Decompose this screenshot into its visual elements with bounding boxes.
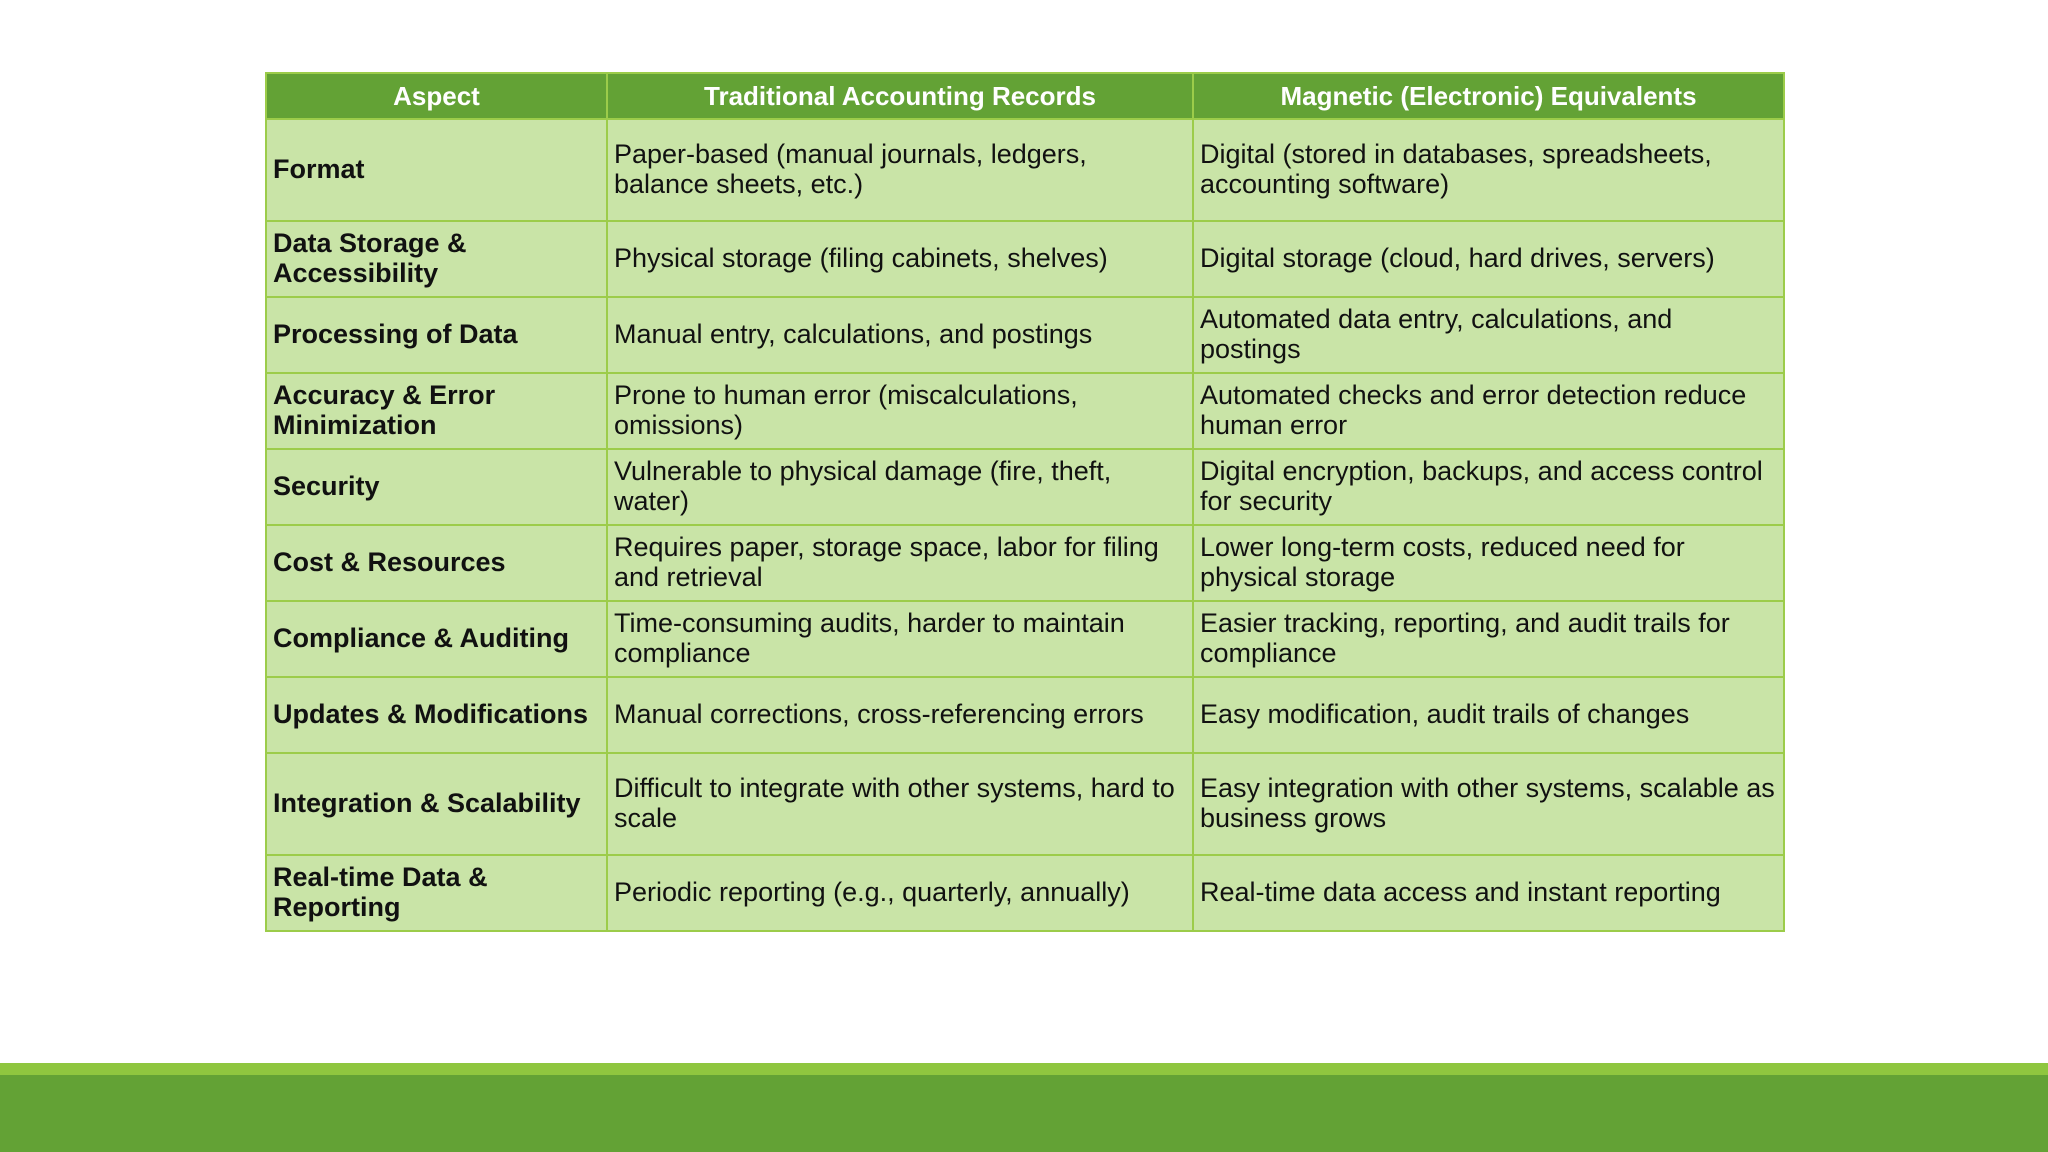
aspect-cell: Security [266,449,607,525]
table-row [266,373,1784,449]
table-row [266,119,1784,221]
electronic-cell: Easy integration with other systems, scalable as business grows [1193,753,1784,855]
table-row [266,601,1784,677]
traditional-cell: Prone to human error (miscalculations, omissions) [607,373,1193,449]
footer-accent-bar [0,1063,2048,1075]
traditional-cell: Difficult to integrate with other systems, hard to scale [607,753,1193,855]
header-aspect: Aspect [266,73,607,119]
aspect-cell: Compliance & Auditing [266,601,607,677]
aspect-cell: Data Storage & Accessibility [266,221,607,297]
table-header-row [266,73,1784,119]
traditional-cell: Requires paper, storage space, labor for filing and retrieval [607,525,1193,601]
traditional-cell: Time-consuming audits, harder to maintain compliance [607,601,1193,677]
electronic-cell: Automated checks and error detection reduce human error [1193,373,1784,449]
traditional-cell: Paper-based (manual journals, ledgers, balance sheets, etc.) [607,119,1193,221]
table-row [266,449,1784,525]
aspect-cell: Processing of Data [266,297,607,373]
traditional-cell: Manual entry, calculations, and postings [607,297,1193,373]
footer-bar [0,1075,2048,1152]
traditional-cell: Vulnerable to physical damage (fire, theft, water) [607,449,1193,525]
traditional-cell: Physical storage (filing cabinets, shelves) [607,221,1193,297]
table-row [266,677,1784,753]
electronic-cell: Real-time data access and instant reporting [1193,855,1784,931]
aspect-cell: Format [266,119,607,221]
table-row [266,525,1784,601]
aspect-cell: Integration & Scalability [266,753,607,855]
table-row [266,753,1784,855]
table-row [266,297,1784,373]
electronic-cell: Digital (stored in databases, spreadsheets, accounting software) [1193,119,1784,221]
electronic-cell: Easy modification, audit trails of changes [1193,677,1784,753]
electronic-cell: Digital storage (cloud, hard drives, servers) [1193,221,1784,297]
table-row [266,221,1784,297]
header-electronic: Magnetic (Electronic) Equivalents [1193,73,1784,119]
electronic-cell: Digital encryption, backups, and access control for security [1193,449,1784,525]
header-traditional: Traditional Accounting Records [607,73,1193,119]
electronic-cell: Automated data entry, calculations, and postings [1193,297,1784,373]
comparison-table [265,72,1785,932]
aspect-cell: Real-time Data & Reporting [266,855,607,931]
traditional-cell: Manual corrections, cross-referencing errors [607,677,1193,753]
table-row [266,855,1784,931]
traditional-cell: Periodic reporting (e.g., quarterly, annually) [607,855,1193,931]
electronic-cell: Lower long-term costs, reduced need for physical storage [1193,525,1784,601]
aspect-cell: Cost & Resources [266,525,607,601]
aspect-cell: Updates & Modifications [266,677,607,753]
electronic-cell: Easier tracking, reporting, and audit trails for compliance [1193,601,1784,677]
aspect-cell: Accuracy & Error Minimization [266,373,607,449]
